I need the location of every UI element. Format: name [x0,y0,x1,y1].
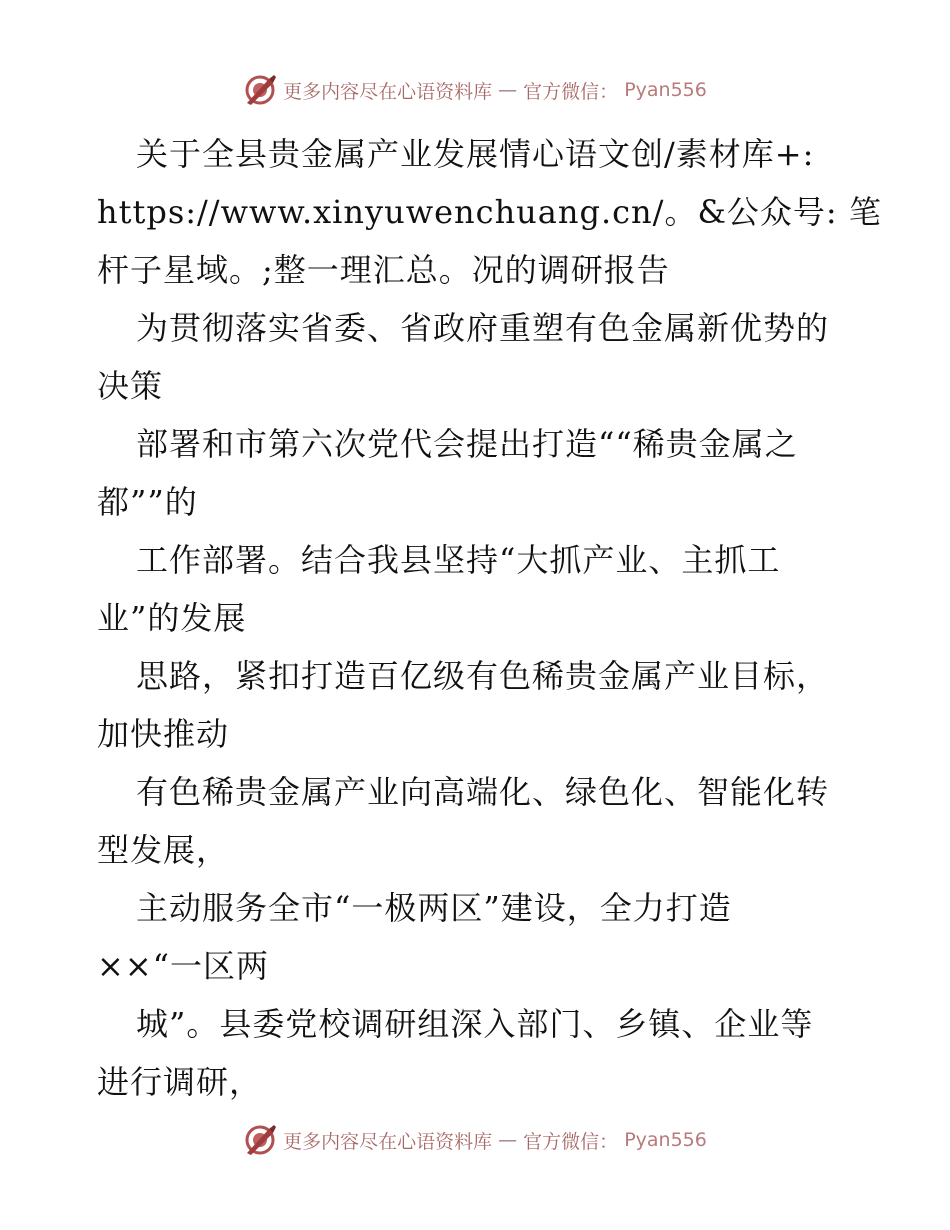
text-line: 城”。县委党校调研组深入部门、乡镇、企业等 [136,1005,814,1043]
text-line: 主动服务全市“一极两区”建设，全力打造 [136,889,732,927]
text-line: 业”的发展 [97,599,247,637]
quill-seal-icon [243,1123,277,1157]
text-line: 型发展， [97,831,230,869]
watermark-wechat-id: Pyan556 [624,1129,707,1151]
text-line: ××“一区两 [97,947,269,985]
text-line: 加快推动 [97,715,230,753]
watermark-brand-text: 更多内容尽在心语资料库 [283,80,493,103]
watermark-separator: — [498,1129,518,1151]
text-line: 有色稀贵金属产业向高端化、绿色化、智能化转 [136,773,830,811]
watermark-brand-text: 更多内容尽在心语资料库 [283,1130,493,1153]
text-line: 工作部署。结合我县坚持“大抓产业、主抓工 [136,541,781,579]
header-watermark [0,70,950,110]
quill-seal-icon [243,73,277,107]
footer-watermark [0,1120,950,1160]
watermark-separator: — [498,79,518,101]
text-line: 关于全县贵金属产业发展情心语文创/素材库+: [136,135,815,173]
watermark-official-text: 官方微信： [523,1130,619,1153]
watermark-official-text: 官方微信： [523,80,619,103]
text-line: 部署和市第六次党代会提出打造““稀贵金属之 [136,425,798,463]
text-line: 为贯彻落实省委、省政府重塑有色金属新优势的 [136,309,830,347]
text-line: 决策 [97,367,164,405]
watermark-wechat-id: Pyan556 [624,79,707,101]
text-line: 杆子星域。;整一理汇总。况的调研报告 [97,251,670,289]
document-body [97,125,882,1111]
text-line: https://www.xinyuwenchuang.cn/。&公众号: 笔 [97,193,882,231]
text-line: 进行调研， [97,1063,263,1101]
text-line: 都””的 [97,483,198,521]
text-line: 思路，紧扣打造百亿级有色稀贵金属产业目标， [136,657,830,695]
